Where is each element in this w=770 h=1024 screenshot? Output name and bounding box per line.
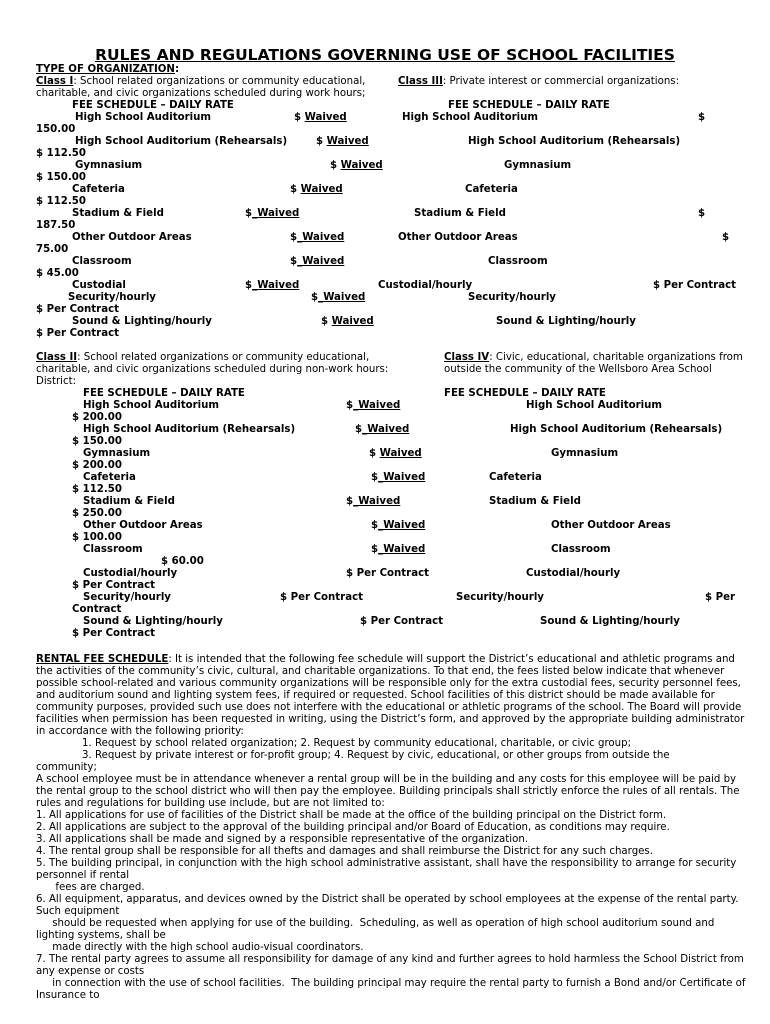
class-1-custodial-rate: $_Waived [245,280,300,291]
rule-line: 5. The building principal, in conjunction with the high school administrative assistant, shall have the responsibility to arrange for security [36,858,737,869]
class-3-outdoor-rate: 75.00 [36,244,69,255]
priority-line-2: 3. Request by private interest or for-profit group; 4. Request by civic, educational, or other groups from outside the [82,750,670,761]
class-2-rehearsals-rate: $_Waived [355,424,410,435]
class-3-rehearsals-rate: $ 112.50 [36,148,86,159]
class-2-outdoor-label: Other Outdoor Areas [83,520,203,531]
class-1-fee-heading: FEE SCHEDULE – DAILY RATE [72,100,234,111]
class-3-outdoor-dollar: $ [722,232,730,243]
class-2-auditorium-rate: $_Waived [346,400,401,411]
rule-line: 6. All equipment, apparatus, and devices owned by the District shall be operated by school employees at the expense of the rental party. [36,894,739,905]
class-2-outdoor-rate: $_Waived [371,520,426,531]
class-1-security-rate: $_Waived [311,292,366,303]
rental-line: rules and regulations for building use include, but are not limited to: [36,798,385,809]
class-3-auditorium-dollar: $ [698,112,706,123]
class-1-outdoor-rate: $_Waived [290,232,345,243]
class-1-security-label: Security/hourly [68,292,156,303]
class-2-classroom-label: Classroom [83,544,143,555]
class-4-fee-heading: FEE SCHEDULE – DAILY RATE [444,388,606,399]
rule-line: personnel if rental [36,870,130,881]
rental-line: facilities when permission has been requested in writing, using the District’s form, and approved by the appropriate building administrator [36,714,745,725]
class-4-description: Class IV: Civic, educational, charitable organizations from [444,352,743,363]
class-2-security-rate: $ Per Contract [280,592,363,603]
class-1-sound-rate: $ Waived [321,316,374,327]
class-1-classroom-rate: $_Waived [290,256,345,267]
class-1-rehearsals-label: High School Auditorium (Rehearsals) [75,136,288,147]
rental-line: and auditorium sound and lighting system fees, if required or requested. School facilities of this district should be made available for [36,690,715,701]
class-3-custodial-label: Custodial/hourly [378,280,473,291]
class-1-auditorium-label: High School Auditorium [75,112,211,123]
rental-line: in accordance with the following priority: [36,726,244,737]
rental-fee-heading: RENTAL FEE SCHEDULE [36,654,169,665]
class-4-cafeteria-label: Cafeteria [489,472,542,483]
class-1-stadium-rate: $_Waived [245,208,300,219]
class-3-rehearsals-label: High School Auditorium (Rehearsals) [468,136,681,147]
class-4-stadium-rate: $ 250.00 [72,508,122,519]
class-2-fee-heading: FEE SCHEDULE – DAILY RATE [83,388,245,399]
class-2-sound-rate: $ Per Contract [360,616,443,627]
class-2-description: Class II: School related organizations or community educational, [36,352,370,363]
class-1-custodial-label: Custodial [72,280,126,291]
rental-line: possible school-related and various community organizations will be responsible only for the extra custodial fees, security personnel fees, [36,678,741,689]
class-4-sound-label: Sound & Lighting/hourly [540,616,680,627]
class-4-classroom-rate: $ 60.00 [161,556,204,567]
class-3-auditorium-label: High School Auditorium [402,112,538,123]
class-4-security-rate: $ Per [705,592,736,603]
class-2-stadium-rate: $_Waived [346,496,401,507]
class-2-security-label: Security/hourly [83,592,171,603]
class-1-description: Class I: School related organizations or community educational, [36,76,366,87]
rule-line: lighting systems, shall be [36,930,166,941]
class-1-gym-label: Gymnasium [75,160,143,171]
class-4-auditorium-rate: $ 200.00 [72,412,122,423]
class-3-fee-heading: FEE SCHEDULE – DAILY RATE [448,100,610,111]
class-2-gym-rate: $ Waived [369,448,422,459]
rule-line: should be requested when applying for use of the building. Scheduling, as well as operation of high school auditorium sound and [36,918,715,929]
rule-line: 3. All applications shall be made and signed by a responsible representative of the organization. [36,834,529,845]
priority-line-1: 1. Request by school related organization; 2. Request by community educational, charitable, or civic group; [82,738,632,749]
class-4-cafeteria-rate: $ 112.50 [72,484,122,495]
class-4-security-label: Security/hourly [456,592,544,603]
class-3-cafeteria-rate: $ 112.50 [36,196,86,207]
rule-line: Insurance to [36,990,100,1001]
class-4-sound-rate: $ Per Contract [72,628,155,639]
class-3-security-label: Security/hourly [468,292,556,303]
class-4-description-cont: outside the community of the Wellsboro Area School [444,364,712,375]
class-4-rehearsals-label: High School Auditorium (Rehearsals) [510,424,723,435]
class-3-sound-label: Sound & Lighting/hourly [496,316,636,327]
class-4-rehearsals-rate: $ 150.00 [72,436,122,447]
rental-fee-paragraph [36,654,746,1002]
class-4-custodial-rate: $ Per Contract [72,580,155,591]
class-2-cafeteria-label: Cafeteria [83,472,136,483]
class-1-sound-label: Sound & Lighting/hourly [72,316,212,327]
class-2-auditorium-label: High School Auditorium [83,400,219,411]
class-3-classroom-rate: $ 45.00 [36,268,79,279]
rule-line: 1. All applications for use of facilities of the District shall be made at the office of the building principal on the District form. [36,810,667,821]
class-4-outdoor-label: Other Outdoor Areas [551,520,671,531]
priority-community: community; [36,762,97,773]
rule-line: 7. The rental party agrees to assume all responsibility for damage of any kind and further agrees to hold harmless the School District from [36,954,744,965]
class-4-stadium-label: Stadium & Field [489,496,581,507]
rule-line: Such equipment [36,906,120,917]
rental-line: community purposes, provided such use does not interfere with the educational or athletic programs of the school. The Board will provide [36,702,742,713]
class-2-cafeteria-rate: $_Waived [371,472,426,483]
class-3-security-rate: $ Per Contract [36,304,119,315]
class-2-stadium-label: Stadium & Field [83,496,175,507]
class-3-stadium-rate: 187.50 [36,220,76,231]
class-3-stadium-dollar: $ [698,208,706,219]
class-1-auditorium-rate: $ Waived [294,112,347,123]
rule-line: 2. All applications are subject to the approval of the building principal and/or Board of Education, as conditions may require. [36,822,670,833]
class-1-cafeteria-rate: $ Waived [290,184,343,195]
class-1-description-cont: charitable, and civic organizations scheduled during work hours; [36,88,366,99]
class-1-stadium-label: Stadium & Field [72,208,164,219]
class-2-description-district: District: [36,376,77,387]
rental-line: the rental group to the school district who will then pay the employee. Building principals shall strictly enforce the rules of all rentals. The [36,786,740,797]
class-2-gym-label: Gymnasium [83,448,151,459]
class-3-stadium-label: Stadium & Field [414,208,506,219]
class-3-auditorium-rate: 150.00 [36,124,76,135]
class-3-gym-rate: $ 150.00 [36,172,86,183]
class-4-security-rate-cont: Contract [72,604,122,615]
class-1-gym-rate: $ Waived [330,160,383,171]
rule-line: made directly with the high school audio-visual coordinators. [36,942,364,953]
class-1-outdoor-label: Other Outdoor Areas [72,232,192,243]
class-1-classroom-label: Classroom [72,256,132,267]
class-1-rehearsals-rate: $ Waived [316,136,369,147]
class-3-custodial-rate: $ Per Contract [653,280,736,291]
class-4-gym-label: Gymnasium [551,448,619,459]
class-2-classroom-rate: $_Waived [371,544,426,555]
class-3-outdoor-label: Other Outdoor Areas [398,232,518,243]
class-4-gym-rate: $ 200.00 [72,460,122,471]
class-3-sound-rate: $ Per Contract [36,328,119,339]
rule-line: 4. The rental group shall be responsible for all thefts and damages and shall reimburse the District for any such charges. [36,846,653,857]
class-2-rehearsals-label: High School Auditorium (Rehearsals) [83,424,296,435]
class-2-custodial-rate: $ Per Contract [346,568,429,579]
class-3-description: Class III: Private interest or commercial organizations: [398,76,680,87]
rule-line: any expense or costs [36,966,145,977]
class-3-gym-label: Gymnasium [504,160,572,171]
class-3-cafeteria-label: Cafeteria [465,184,518,195]
class-2-sound-label: Sound & Lighting/hourly [83,616,223,627]
rental-fee-first-line: RENTAL FEE SCHEDULE: It is intended that the following fee schedule will support the District’s educational and athletic programs and [36,654,735,665]
class-2-description-cont: charitable, and civic organizations scheduled during non-work hours: [36,364,389,375]
rule-line: fees are charged. [36,882,145,893]
rule-line: in connection with the use of school facilities. The building principal may require the rental party to furnish a Bond and/or Certificate of [36,978,746,989]
rental-line: A school employee must be in attendance whenever a rental group will be in the building and any costs for this employee will be paid by [36,774,737,785]
class-4-classroom-label: Classroom [551,544,611,555]
type-of-organization-heading: TYPE OF ORGANIZATION: [36,64,180,75]
class-3-classroom-label: Classroom [488,256,548,267]
class-2-custodial-label: Custodial/hourly [83,568,178,579]
class-1-cafeteria-label: Cafeteria [72,184,125,195]
rental-line: the activities of the community’s civic, cultural, and charitable organizations. To that end, the fees listed below indicate that whenever [36,666,725,677]
page-title: RULES AND REGULATIONS GOVERNING USE OF SCHOOL FACILITIES [95,46,675,64]
class-4-custodial-label: Custodial/hourly [526,568,621,579]
class-4-outdoor-rate: $ 100.00 [72,532,122,543]
class-4-auditorium-label: High School Auditorium [526,400,662,411]
